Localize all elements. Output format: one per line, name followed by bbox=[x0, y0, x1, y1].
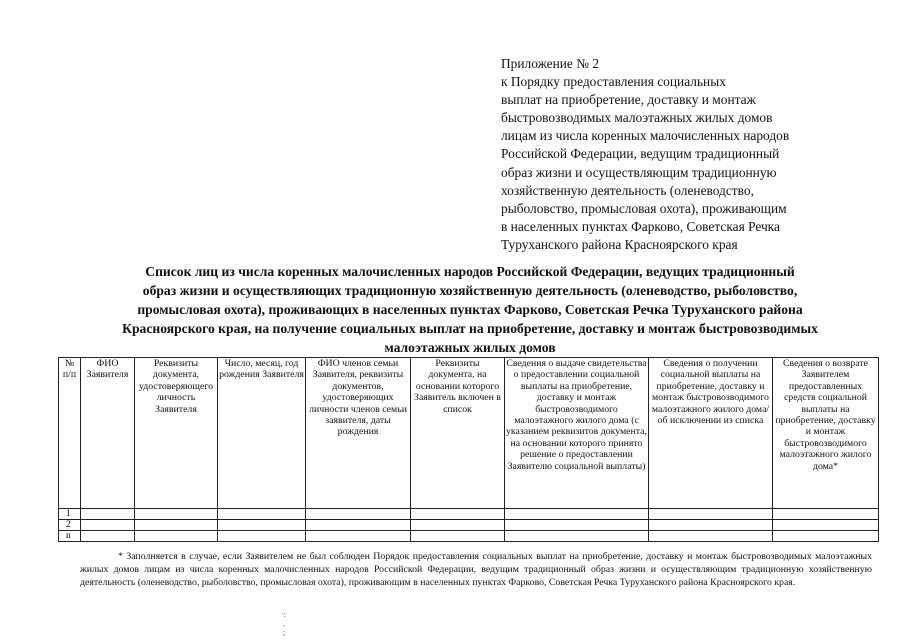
title-line: промысловая охота), проживающих в населенных пунктах Фарково, Советская Речка Туруханского района bbox=[137, 302, 803, 317]
appendix-line: Туруханского района Красноярского края bbox=[501, 236, 738, 252]
column-header-id-document: Реквизиты документа, удостоверяющего личность Заявителя bbox=[135, 358, 218, 509]
table-row bbox=[59, 509, 879, 520]
table-cell[interactable] bbox=[773, 509, 879, 520]
table-cell[interactable] bbox=[81, 531, 135, 542]
appendix-line: рыболовство, промысловая охота), проживающим bbox=[501, 200, 787, 216]
table-row bbox=[59, 520, 879, 531]
column-header-number: № п/п bbox=[59, 358, 81, 509]
scan-artifact: ·: , ; bbox=[281, 610, 286, 637]
title-line: Список лиц из числа коренных малочисленных народов Российской Федерации, ведущих традиционный bbox=[145, 264, 795, 279]
column-header-birth-date: Число, месяц, год рождения Заявителя bbox=[218, 358, 306, 509]
appendix-line: образ жизни и осуществляющим традиционную bbox=[501, 164, 777, 180]
table-cell[interactable] bbox=[218, 509, 306, 520]
column-header-funds-returned: Сведения о возврате Заявителем предоставленных средств социальной выплаты на приобретение, доставку и монтаж быстровозводимого малоэтажного жилого дома* bbox=[773, 358, 879, 509]
appendix-line: Российской Федерации, ведущим традиционный bbox=[501, 146, 780, 162]
table-cell[interactable] bbox=[135, 509, 218, 520]
column-header-certificate-info: Сведения о выдаче свидетельства о предоставлении социальной выплаты на приобретение, доставку и монтаж быстровозводимого малоэтажного жилого дома (с указанием реквизитов документа, на основании которого принято решение о предоставлении Заявителю социальной выплаты) bbox=[505, 358, 649, 509]
table-cell[interactable] bbox=[218, 531, 306, 542]
table-cell[interactable] bbox=[306, 520, 411, 531]
table-cell[interactable] bbox=[306, 531, 411, 542]
table-cell[interactable] bbox=[773, 531, 879, 542]
appendix-line: в населенных пунктах Фарково, Советская Речка bbox=[501, 218, 780, 234]
appendix-line: выплат на приобретение, доставку и монтаж bbox=[501, 92, 756, 108]
appendix-heading bbox=[501, 55, 891, 254]
appendix-line: Приложение № 2 bbox=[501, 56, 600, 71]
table-cell[interactable] bbox=[411, 520, 505, 531]
table-cell[interactable] bbox=[218, 520, 306, 531]
table-cell[interactable] bbox=[649, 531, 773, 542]
table-cell[interactable] bbox=[411, 509, 505, 520]
column-header-inclusion-document: Реквизиты документа, на основании которого Заявитель включен в список bbox=[411, 358, 505, 509]
table-cell[interactable] bbox=[135, 531, 218, 542]
table-cell[interactable] bbox=[649, 509, 773, 520]
appendix-line: лицам из числа коренных малочисленных народов bbox=[501, 128, 790, 144]
footnote bbox=[80, 550, 872, 589]
table-cell[interactable] bbox=[649, 520, 773, 531]
row-number: 1 bbox=[59, 509, 81, 520]
appendix-line: к Порядку предоставления социальных bbox=[501, 74, 726, 90]
table-cell[interactable] bbox=[505, 509, 649, 520]
table-cell[interactable] bbox=[81, 520, 135, 531]
table-cell[interactable] bbox=[505, 520, 649, 531]
table-cell[interactable] bbox=[411, 531, 505, 542]
title-line: малоэтажных жилых домов bbox=[384, 340, 556, 355]
appendix-line: хозяйственную деятельность (оленеводство, bbox=[501, 182, 754, 198]
row-number: n bbox=[59, 531, 81, 542]
row-number: 2 bbox=[59, 520, 81, 531]
title-line: Красноярского края, на получение социальных выплат на приобретение, доставку и монтаж быстровозводимых bbox=[122, 321, 818, 336]
table-cell[interactable] bbox=[81, 509, 135, 520]
title-line: образ жизни и осуществляющих традиционную хозяйственную деятельность (оленеводство, рыболовство, bbox=[142, 283, 798, 298]
table-cell[interactable] bbox=[505, 531, 649, 542]
applicants-table bbox=[58, 357, 879, 542]
table-row bbox=[59, 531, 879, 542]
table-cell[interactable] bbox=[306, 509, 411, 520]
table-cell[interactable] bbox=[773, 520, 879, 531]
column-header-family-members: ФИО членов семьи Заявителя, реквизиты документов, удостоверяющих личности членов семьи заявителя, даты рождения bbox=[306, 358, 411, 509]
appendix-line: быстровозводимых малоэтажных жилых домов bbox=[501, 110, 773, 126]
table-cell[interactable] bbox=[135, 520, 218, 531]
column-header-applicant-name: ФИО Заявителя bbox=[81, 358, 135, 509]
document-title bbox=[70, 262, 870, 357]
footnote-text: * Заполняется в случае, если Заявителем не был соблюден Порядок предоставления социальных выплат на приобретение, доставку и монтаж быстровозводимых малоэтажных жилых домов лицам из числа коренных малочисленных народов Российской Федерации, ведущим традиционный образ жизни и осуществляющим традиционную хозяйственную деятельность (оленеводство, рыболовство, промысловая охота), проживающим в населенных пунктах Фарково, Советская Речка Туруханского района Красноярского края. bbox=[80, 551, 872, 588]
table-header-row bbox=[59, 358, 879, 509]
column-header-payment-received: Сведения о получении социальной выплаты на приобретение, доставку и монтаж быстровозводимого малоэтажного жилого дома/об исключении из списка bbox=[649, 358, 773, 509]
